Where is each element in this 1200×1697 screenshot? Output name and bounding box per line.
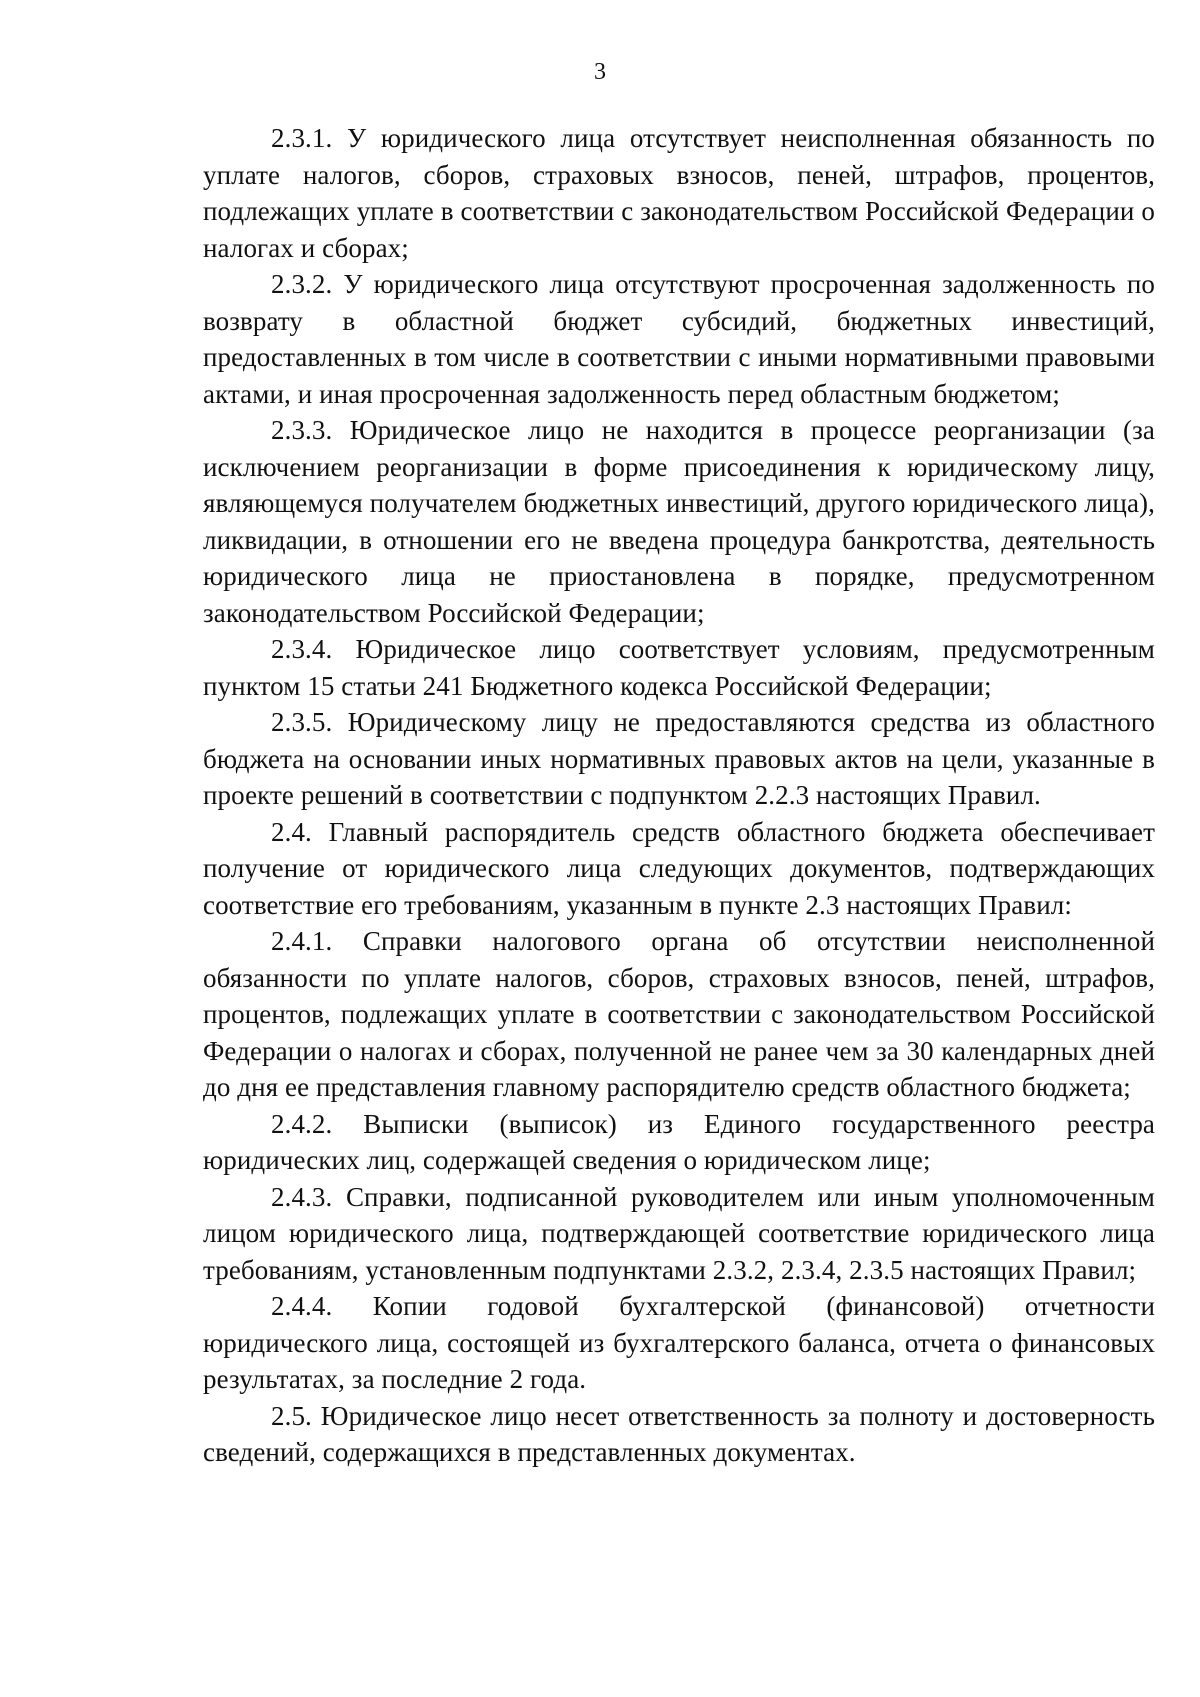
paragraph-2-5: 2.5. Юридическое лицо несет ответственность за полноту и достоверность сведений, содержащихся в представленных документах.	[203, 1400, 1155, 1467]
paragraph-2-4-3: 2.4.3. Справки, подписанной руководителем или иным уполномоченным лицом юридического лица, подтверждающей соответствие юридического лица требованиям, установленным подпунктами 2.3.2, 2.3.4, 2.3.5 настоящих Правил;	[203, 1181, 1155, 1285]
paragraph-2-4: 2.4. Главный распорядитель средств областного бюджета обеспечивает получение от юридического лица следующих документов, подтверждающих соответствие его требованиям, указанным в пункте 2.3 настоящих Правил:	[203, 816, 1155, 920]
paragraph-2-3-2: 2.3.2. У юридического лица отсутствуют просроченная задолженность по возврату в областной бюджет субсидий, бюджетных инвестиций, предоставленных в том числе в соответствии с иными нормативными правовыми актами, и иная просроченная задолженность перед областным бюджетом;	[203, 269, 1155, 409]
page-number: 3	[594, 59, 606, 85]
paragraph-2-4-4: 2.4.4. Копии годовой бухгалтерской (финансовой) отчетности юридического лица, состоящей из бухгалтерского баланса, отчета о финансовых результатах, за последние 2 года.	[203, 1291, 1155, 1394]
document-body	[203, 120, 1155, 1471]
paragraph-2-3-4: 2.3.4. Юридическое лицо соответствует условиям, предусмотренным пунктом 15 статьи 241 Бюджетного кодекса Российской Федерации;	[203, 634, 1155, 701]
paragraph-2-3-1: 2.3.1. У юридического лица отсутствует неисполненная обязанность по уплате налогов, сборов, страховых взносов, пеней, штрафов, процентов, подлежащих уплате в соответствии с законодательством Российской Федерации о налогах и сборах;	[203, 123, 1155, 263]
paragraph-2-3-5: 2.3.5. Юридическому лицу не предоставляются средства из областного бюджета на основании иных нормативных правовых актов на цели, указанные в проекте решений в соответствии с подпунктом 2.2.3 настоящих Правил.	[203, 707, 1155, 810]
paragraph-2-4-2: 2.4.2. Выписки (выписок) из Единого государственного реестра юридических лиц, содержащей сведения о юридическом лице;	[203, 1108, 1155, 1175]
paragraph-2-3-3: 2.3.3. Юридическое лицо не находится в процессе реорганизации (за исключением реорганизации в форме присоединения к юридическому лицу, являющемуся получателем бюджетных инвестиций, другого юридического лица), ликвидации, в отношении его не введена процедура банкротства, деятельность юридического лица не приостановлена в порядке, предусмотренном законодательством Российской Федерации;	[203, 415, 1155, 628]
paragraph-2-4-1: 2.4.1. Справки налогового органа об отсутствии неисполненной обязанности по уплате налогов, сборов, страховых взносов, пеней, штрафов, процентов, подлежащих уплате в соответствии с законодательством Российской Федерации о налогах и сборах, полученной не ранее чем за 30 календарных дней до дня ее представления главному распорядителю средств областного бюджета;	[203, 926, 1155, 1102]
